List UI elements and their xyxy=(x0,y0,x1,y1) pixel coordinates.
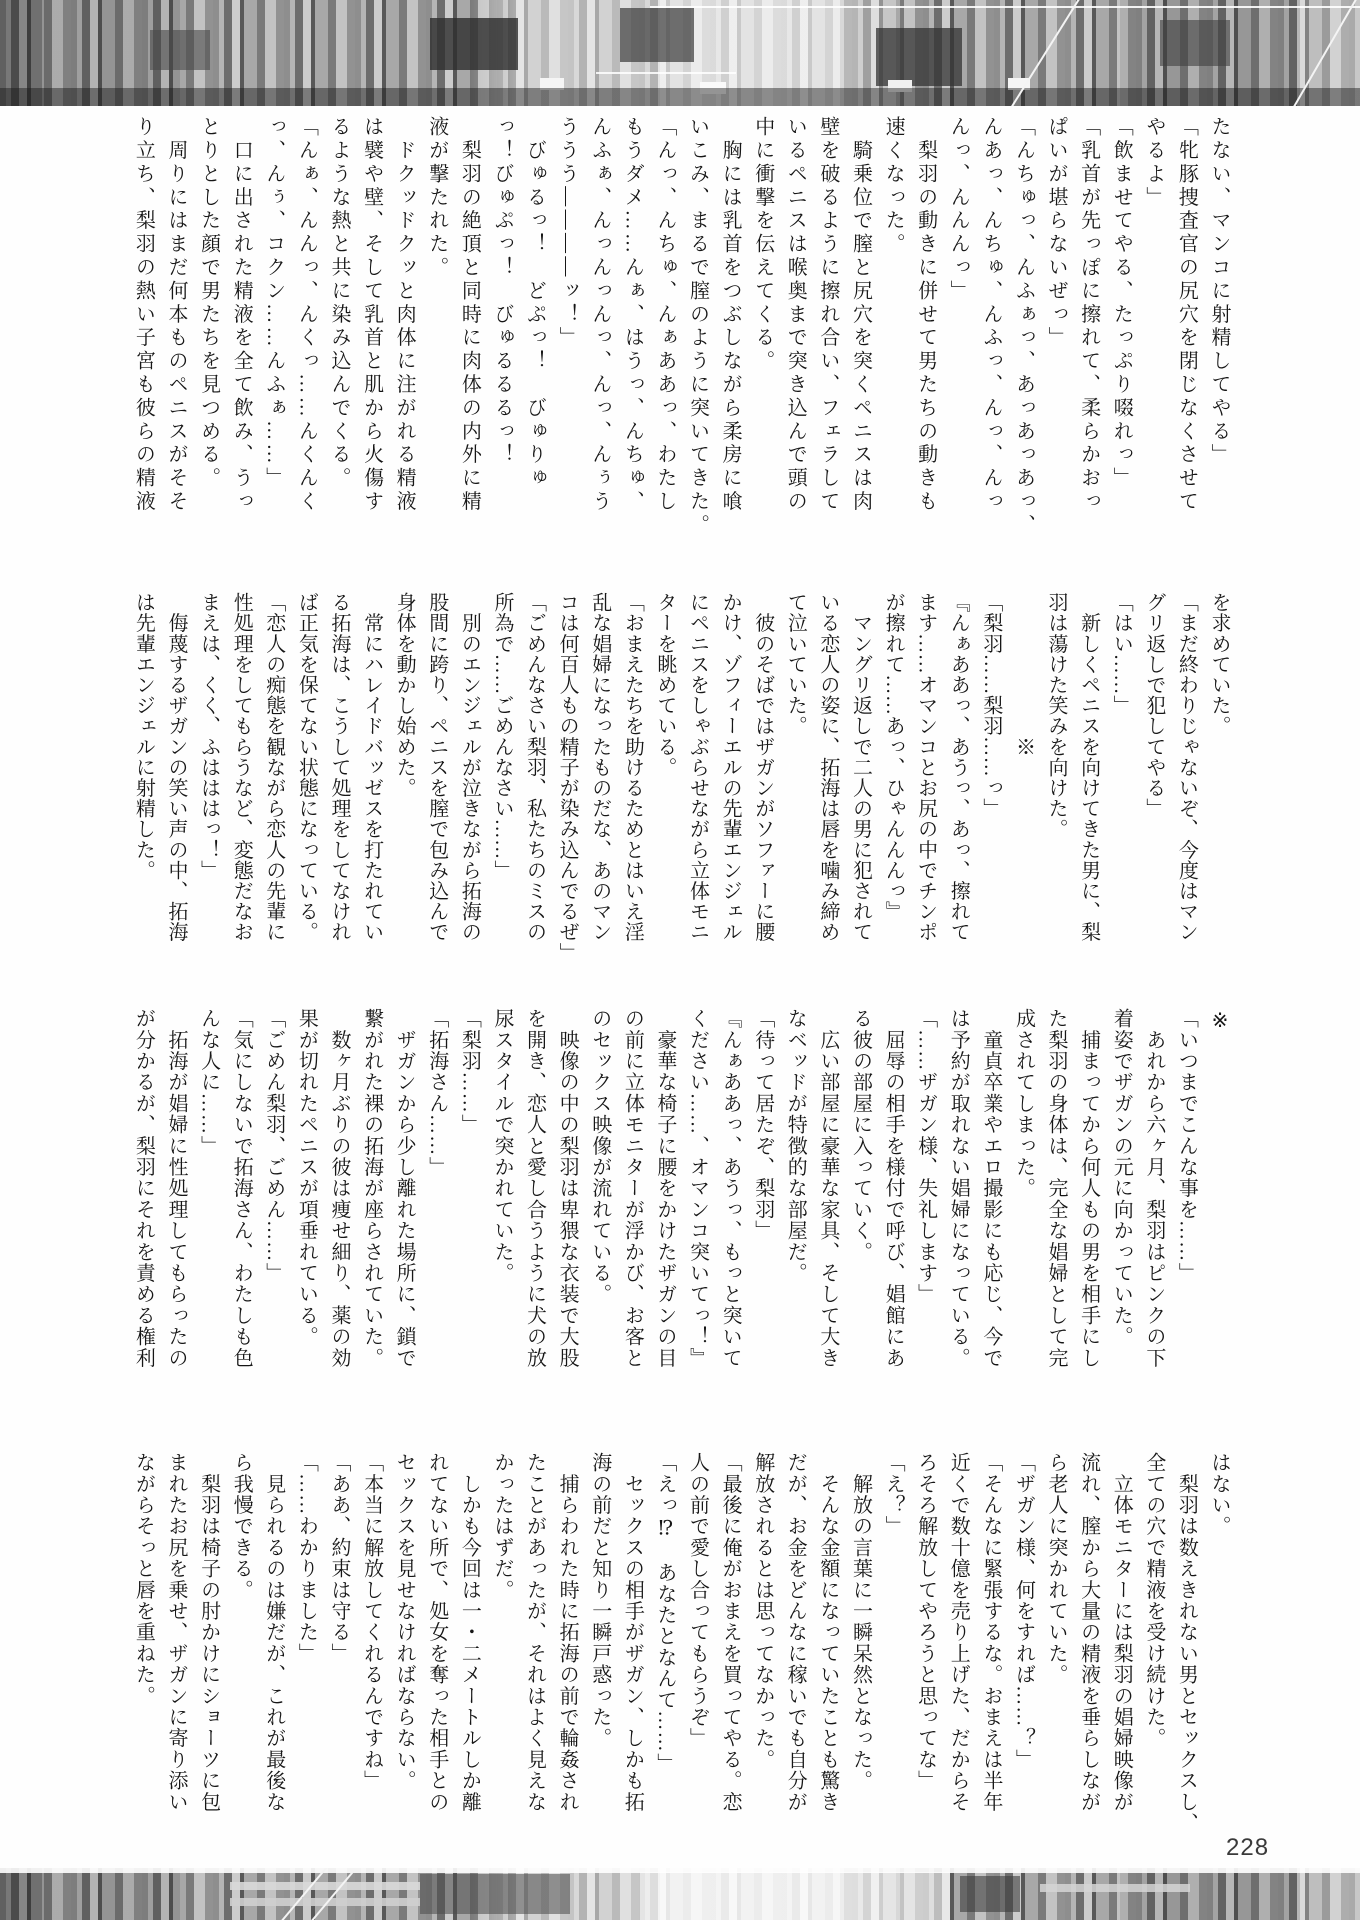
text-column: 繋がれた裸の拓海が座らされていた。 xyxy=(360,1008,383,1369)
glitch-block xyxy=(1040,1884,1190,1892)
text-column: 映像の中の梨羽は卑猥な衣装で大股 xyxy=(556,1008,579,1369)
text-column: かったはずだ。 xyxy=(490,1452,513,1601)
text-column: 胸には乳首をつぶしながら柔房に喰 xyxy=(719,116,742,514)
text-column: あれから六ヶ月、梨羽はピンクの下 xyxy=(1142,1008,1165,1369)
text-column: 騎乗位で膣と尻穴を突くペニスは肉 xyxy=(849,116,872,514)
text-column: 豪華な椅子に腰をかけたザガンの目 xyxy=(653,1008,676,1369)
text-column: 海の前だと知り一瞬戸惑った。 xyxy=(588,1452,611,1749)
text-column: んっ、んんんっ」 xyxy=(947,116,970,304)
text-column: 新しくペニスを向けてきた男に、梨 xyxy=(1077,592,1100,943)
glitch-banner-bottom xyxy=(0,1868,1360,1920)
text-column: なベッドが特徴的な部屋だ。 xyxy=(784,1008,807,1284)
text-column: しかも今回は一・二メートルしか離 xyxy=(458,1452,481,1813)
text-column: びゅるっ！ どぷっ！ びゅりゅ xyxy=(523,116,546,491)
text-column: 近くで数十億を売り上げた、だからそ xyxy=(947,1452,970,1813)
text-column: っ！びゅぷっ！ びゅるるるっ！ xyxy=(490,116,513,467)
text-column: 梨羽は数えきれない男とセックスし、 xyxy=(1175,1452,1198,1834)
text-column: 「んちゅっ、んふぁっ、あっあっあっ、 xyxy=(1012,116,1035,538)
text-column: のセックス映像が流れている。 xyxy=(588,1008,611,1305)
text-column: 股間に跨り、ペニスを膣で包み込んで xyxy=(425,592,448,943)
text-column: 果が切れたペニスが項垂れている。 xyxy=(295,1008,318,1348)
text-column: 「そんなに緊張するな。おまえは半年 xyxy=(979,1452,1002,1813)
text-column: 「まだ終わりじゃないぞ、今度はマン xyxy=(1175,592,1198,943)
glitch-block xyxy=(640,1872,950,1920)
text-column: ます……オマンコとお尻の中でチンポ xyxy=(914,592,937,943)
text-column: 「ごめん梨羽、ごめん……」 xyxy=(262,1008,285,1284)
text-column: ら我慢できる。 xyxy=(230,1452,253,1601)
text-column: 尿スタイルで突かれていた。 xyxy=(490,1008,513,1284)
text-column: ※ xyxy=(1012,592,1035,757)
text-column: 「乳首が先っぽに擦れて、柔らかおっ xyxy=(1077,116,1100,514)
text-column: 侮蔑するザガンの笑い声の中、拓海 xyxy=(165,592,187,943)
text-column: 口に出された精液を全て飲み、うっ xyxy=(230,116,253,514)
text-column: が擦れて……あっ、ひゃんんんっ』 xyxy=(882,592,905,922)
text-column: 梨羽の動きに併せて男たちの動きも xyxy=(914,116,937,514)
text-column: 広い部屋に豪華な家具、そして大き xyxy=(816,1008,839,1369)
text-column: た梨羽の身体は、完全な娼婦として完 xyxy=(1045,1008,1068,1369)
glitch-block xyxy=(960,1876,1020,1912)
text-column: セックスを見せなければならない。 xyxy=(393,1452,416,1792)
text-column: 成されてしまった。 xyxy=(1012,1008,1035,1199)
text-column: 別のエンジェルが泣きながら拓海の xyxy=(458,592,481,943)
text-column: 梨羽の絶頂と同時に肉体の内外に精 xyxy=(458,116,481,514)
glitch-block xyxy=(430,18,518,70)
page-number: 228 xyxy=(1226,1834,1270,1861)
text-column: 身体を動かし始めた。 xyxy=(393,592,416,798)
text-column: ろそろ解放してやろうと思ってな」 xyxy=(914,1452,937,1792)
text-column: 「おまえたちを助けるためとはいえ淫 xyxy=(621,592,644,943)
text-column: 『んぁああっ、あうっ、あっ、擦れて xyxy=(947,592,970,943)
text-column: グリ返しで犯してやる」 xyxy=(1142,592,1165,819)
text-column: 捕らわれた時に拓海の前で輪姦され xyxy=(556,1452,579,1813)
text-column: 「んっ、んちゅ、んぁああっ、わたし xyxy=(653,116,676,514)
text-column: 流れ、膣から大量の精液を垂らしなが xyxy=(1077,1452,1100,1813)
text-column: にペニスをしゃぶらせながら立体モニ xyxy=(686,592,709,943)
text-column: り立ち、梨羽の熱い子宮も彼らの精液 xyxy=(132,116,155,514)
text-column: 「ザガン様、何をすれば……？」 xyxy=(1012,1452,1035,1770)
text-column: はない。 xyxy=(1208,1452,1230,1537)
text-column: 「最後に俺がおまえを買ってやる。恋 xyxy=(719,1452,742,1813)
text-column: やるよ」 xyxy=(1142,116,1165,210)
text-band-4 xyxy=(123,1452,1235,1840)
text-column: 所為で……ごめんなさい……」 xyxy=(490,592,513,881)
text-column: そんな金額になっていたことも驚き xyxy=(816,1452,839,1813)
text-column: ※ xyxy=(1208,1008,1230,1034)
text-column: 彼のそばではザガンがソファーに腰 xyxy=(751,592,774,943)
text-column: る拓海は、こうして処理をしてなけれ xyxy=(327,592,350,943)
text-column: 解放の言葉に一瞬呆然となった。 xyxy=(849,1452,872,1792)
text-column: 「んぁ、んんっ、んくっ……んくんく xyxy=(295,116,318,514)
text-column: 「飲ませてやる、たっぷり啜れっ」 xyxy=(1110,116,1133,491)
text-column: は先輩エンジェルに射精した。 xyxy=(132,592,155,881)
text-column: ぱいが堪らないぜっ」 xyxy=(1045,116,1068,350)
text-column: ながらそっと唇を重ねた。 xyxy=(132,1452,155,1707)
text-band-3 xyxy=(123,1008,1235,1394)
text-column: ドクッドクッと肉体に注がれる精液 xyxy=(393,116,416,514)
text-column: んな人に……」 xyxy=(197,1008,220,1157)
text-column: 乱な娼婦になったものだな、あのマン xyxy=(588,592,611,943)
text-column: 「ごめんなさい梨羽、私たちのミスの xyxy=(523,592,546,943)
glitch-diagonal xyxy=(305,1868,358,1920)
text-column: 液が撃たれた。 xyxy=(425,116,448,280)
text-column: るような熱と共に染み込んでくる。 xyxy=(327,116,350,491)
text-column: ターを眺めている。 xyxy=(653,592,676,778)
text-column: 「ああ、約束は守る」 xyxy=(327,1452,350,1664)
text-column: いる恋人の姿に、拓海は唇を噛み締め xyxy=(816,592,839,943)
text-column: 解放されるとは思ってなかった。 xyxy=(751,1452,774,1770)
text-column: ザガンから少し離れた場所に、鎖で xyxy=(393,1008,416,1369)
text-column: まえは、くく、ふはははっ！」 xyxy=(197,592,220,881)
text-column: を求めていた。 xyxy=(1208,592,1230,737)
text-column: 「拓海さん……」 xyxy=(425,1008,448,1178)
text-column: る彼の部屋に入っていく。 xyxy=(849,1008,872,1263)
text-column: 童貞卒業やエロ撮影にも応じ、今で xyxy=(979,1008,1002,1369)
text-column: れてない所で、処女を奪った相手との xyxy=(425,1452,448,1813)
text-column: だが、お金をどんなに稼いでも自分が xyxy=(784,1452,807,1813)
text-column: の前に立体モニターが浮かび、お客と xyxy=(621,1008,644,1369)
text-column: 中に衝撃を伝えてくる。 xyxy=(751,116,774,374)
glitch-block xyxy=(1160,20,1230,66)
text-column: を開き、恋人と愛し合うように犬の放 xyxy=(523,1008,546,1369)
text-column: 全ての穴で精液を受け続けた。 xyxy=(1142,1452,1165,1749)
glitch-strip xyxy=(0,88,1360,106)
text-column: たない、マンコに射精してやる」 xyxy=(1208,116,1230,467)
text-column: 「はい……」 xyxy=(1110,592,1133,716)
text-column: 羽は蕩けた笑みを向けた。 xyxy=(1045,592,1068,840)
text-column: ううう――――ッ！」 xyxy=(556,116,579,350)
text-column: 「……わかりました」 xyxy=(295,1452,318,1664)
text-column: とりとした顔で男たちを見つめる。 xyxy=(197,116,220,491)
text-column: 見られるのは嫌だが、これが最後な xyxy=(262,1452,285,1813)
glitch-block xyxy=(150,30,210,70)
text-column: 立体モニターには梨羽の娼婦映像が xyxy=(1110,1452,1133,1813)
text-column: 「牝豚捜査官の尻穴を閉じなくさせて xyxy=(1175,116,1198,514)
text-column: いこみ、まるで膣のように突いてきた。 xyxy=(686,116,709,538)
text-column: ば正気を保てない状態になっている。 xyxy=(295,592,318,943)
glitch-block xyxy=(620,8,694,62)
text-column: んあっ、んちゅ、んふっ、んっ、んっ xyxy=(979,116,1002,514)
text-column: 壁を破るように擦れ合い、フェラして xyxy=(816,116,839,514)
text-column: 周りにはまだ何本ものペニスがそそ xyxy=(165,116,187,514)
text-column: は襞や壁、そして乳首と肌から火傷す xyxy=(360,116,383,514)
text-column: が分かるが、梨羽にそれを責める権利 xyxy=(132,1008,155,1369)
text-column: ら老人に突かれていた。 xyxy=(1045,1452,1068,1686)
text-column: 性処理をしてもらうなど、変態だなお xyxy=(230,592,253,943)
text-column: 「気にしないで拓海さん、わたしも色 xyxy=(230,1008,253,1369)
text-column: 速くなった。 xyxy=(882,116,905,257)
text-column: もうダメ……んぁ、はうっ、んちゅ、 xyxy=(621,116,644,514)
text-column: ください……、オマンコ突いてっ！』 xyxy=(686,1008,709,1369)
text-column: っ、んぅ、コクン……んふぁ……」 xyxy=(262,116,285,491)
text-column: 人の前で愛し合ってもらうぞ」 xyxy=(686,1452,709,1749)
text-column: たことがあったが、それはよく見えな xyxy=(523,1452,546,1813)
text-column: て泣いていた。 xyxy=(784,592,807,737)
text-column: 「いつまでこんな事を……」 xyxy=(1175,1008,1198,1284)
text-column: 数ヶ月ぶりの彼は痩せ細り、薬の効 xyxy=(327,1008,350,1369)
text-column: 「えっ⁉ あなたとなんて……」 xyxy=(653,1452,676,1774)
text-column: 「え？」 xyxy=(882,1452,905,1537)
text-column: 「待って居たぞ、梨羽」 xyxy=(751,1008,774,1242)
text-column: いるペニスは喉奥まで突き込んで頭の xyxy=(784,116,807,514)
text-column: 捕まってから何人もの男を相手にし xyxy=(1077,1008,1100,1369)
text-column: マングリ返しで二人の男に犯されて xyxy=(849,592,872,943)
text-column: んふぁ、んっんっんっ、んっ、んぅう xyxy=(588,116,611,514)
text-column: 屈辱の相手を様付で呼び、娼館にあ xyxy=(882,1008,905,1369)
glitch-block xyxy=(876,28,962,86)
text-band-2 xyxy=(123,592,1235,964)
text-column: セックスの相手がザガン、しかも拓 xyxy=(621,1452,644,1813)
text-column: 「本当に解放してくれるんですね」 xyxy=(360,1452,383,1792)
text-column: まれたお尻を乗せ、ザガンに寄り添い xyxy=(165,1452,187,1813)
text-column: は予約が取れない娼婦になっている。 xyxy=(947,1008,970,1369)
text-column: 常にハレイドバッゼスを打たれてい xyxy=(360,592,383,943)
text-column: 『んぁああっ、あうっ、もっと突いて xyxy=(719,1008,742,1369)
glitch-line xyxy=(650,6,1360,8)
text-band-1 xyxy=(123,116,1235,548)
text-column: 「恋人の痴態を観ながら恋人の先輩に xyxy=(262,592,285,943)
text-column: 梨羽は椅子の肘かけにショーツに包 xyxy=(197,1452,220,1813)
glitch-block xyxy=(230,1882,420,1890)
glitch-block xyxy=(420,1874,570,1914)
text-column: 拓海が娼婦に性処理してもらったの xyxy=(165,1008,187,1369)
text-column: かけ、ゾフィーエルの先輩エンジェル xyxy=(719,592,742,943)
glitch-line xyxy=(596,72,736,74)
glitch-banner-top xyxy=(0,0,1360,106)
text-column: 「……ザガン様、失礼します」 xyxy=(914,1008,937,1305)
text-column: 「梨羽……梨羽……っ」 xyxy=(979,592,1002,819)
text-column: コは何百人もの精子が染み込んでるぜ」 xyxy=(556,592,579,963)
text-column: 着姿でザガンの元に向かっていた。 xyxy=(1110,1008,1133,1348)
text-column: 「梨羽……」 xyxy=(458,1008,481,1136)
